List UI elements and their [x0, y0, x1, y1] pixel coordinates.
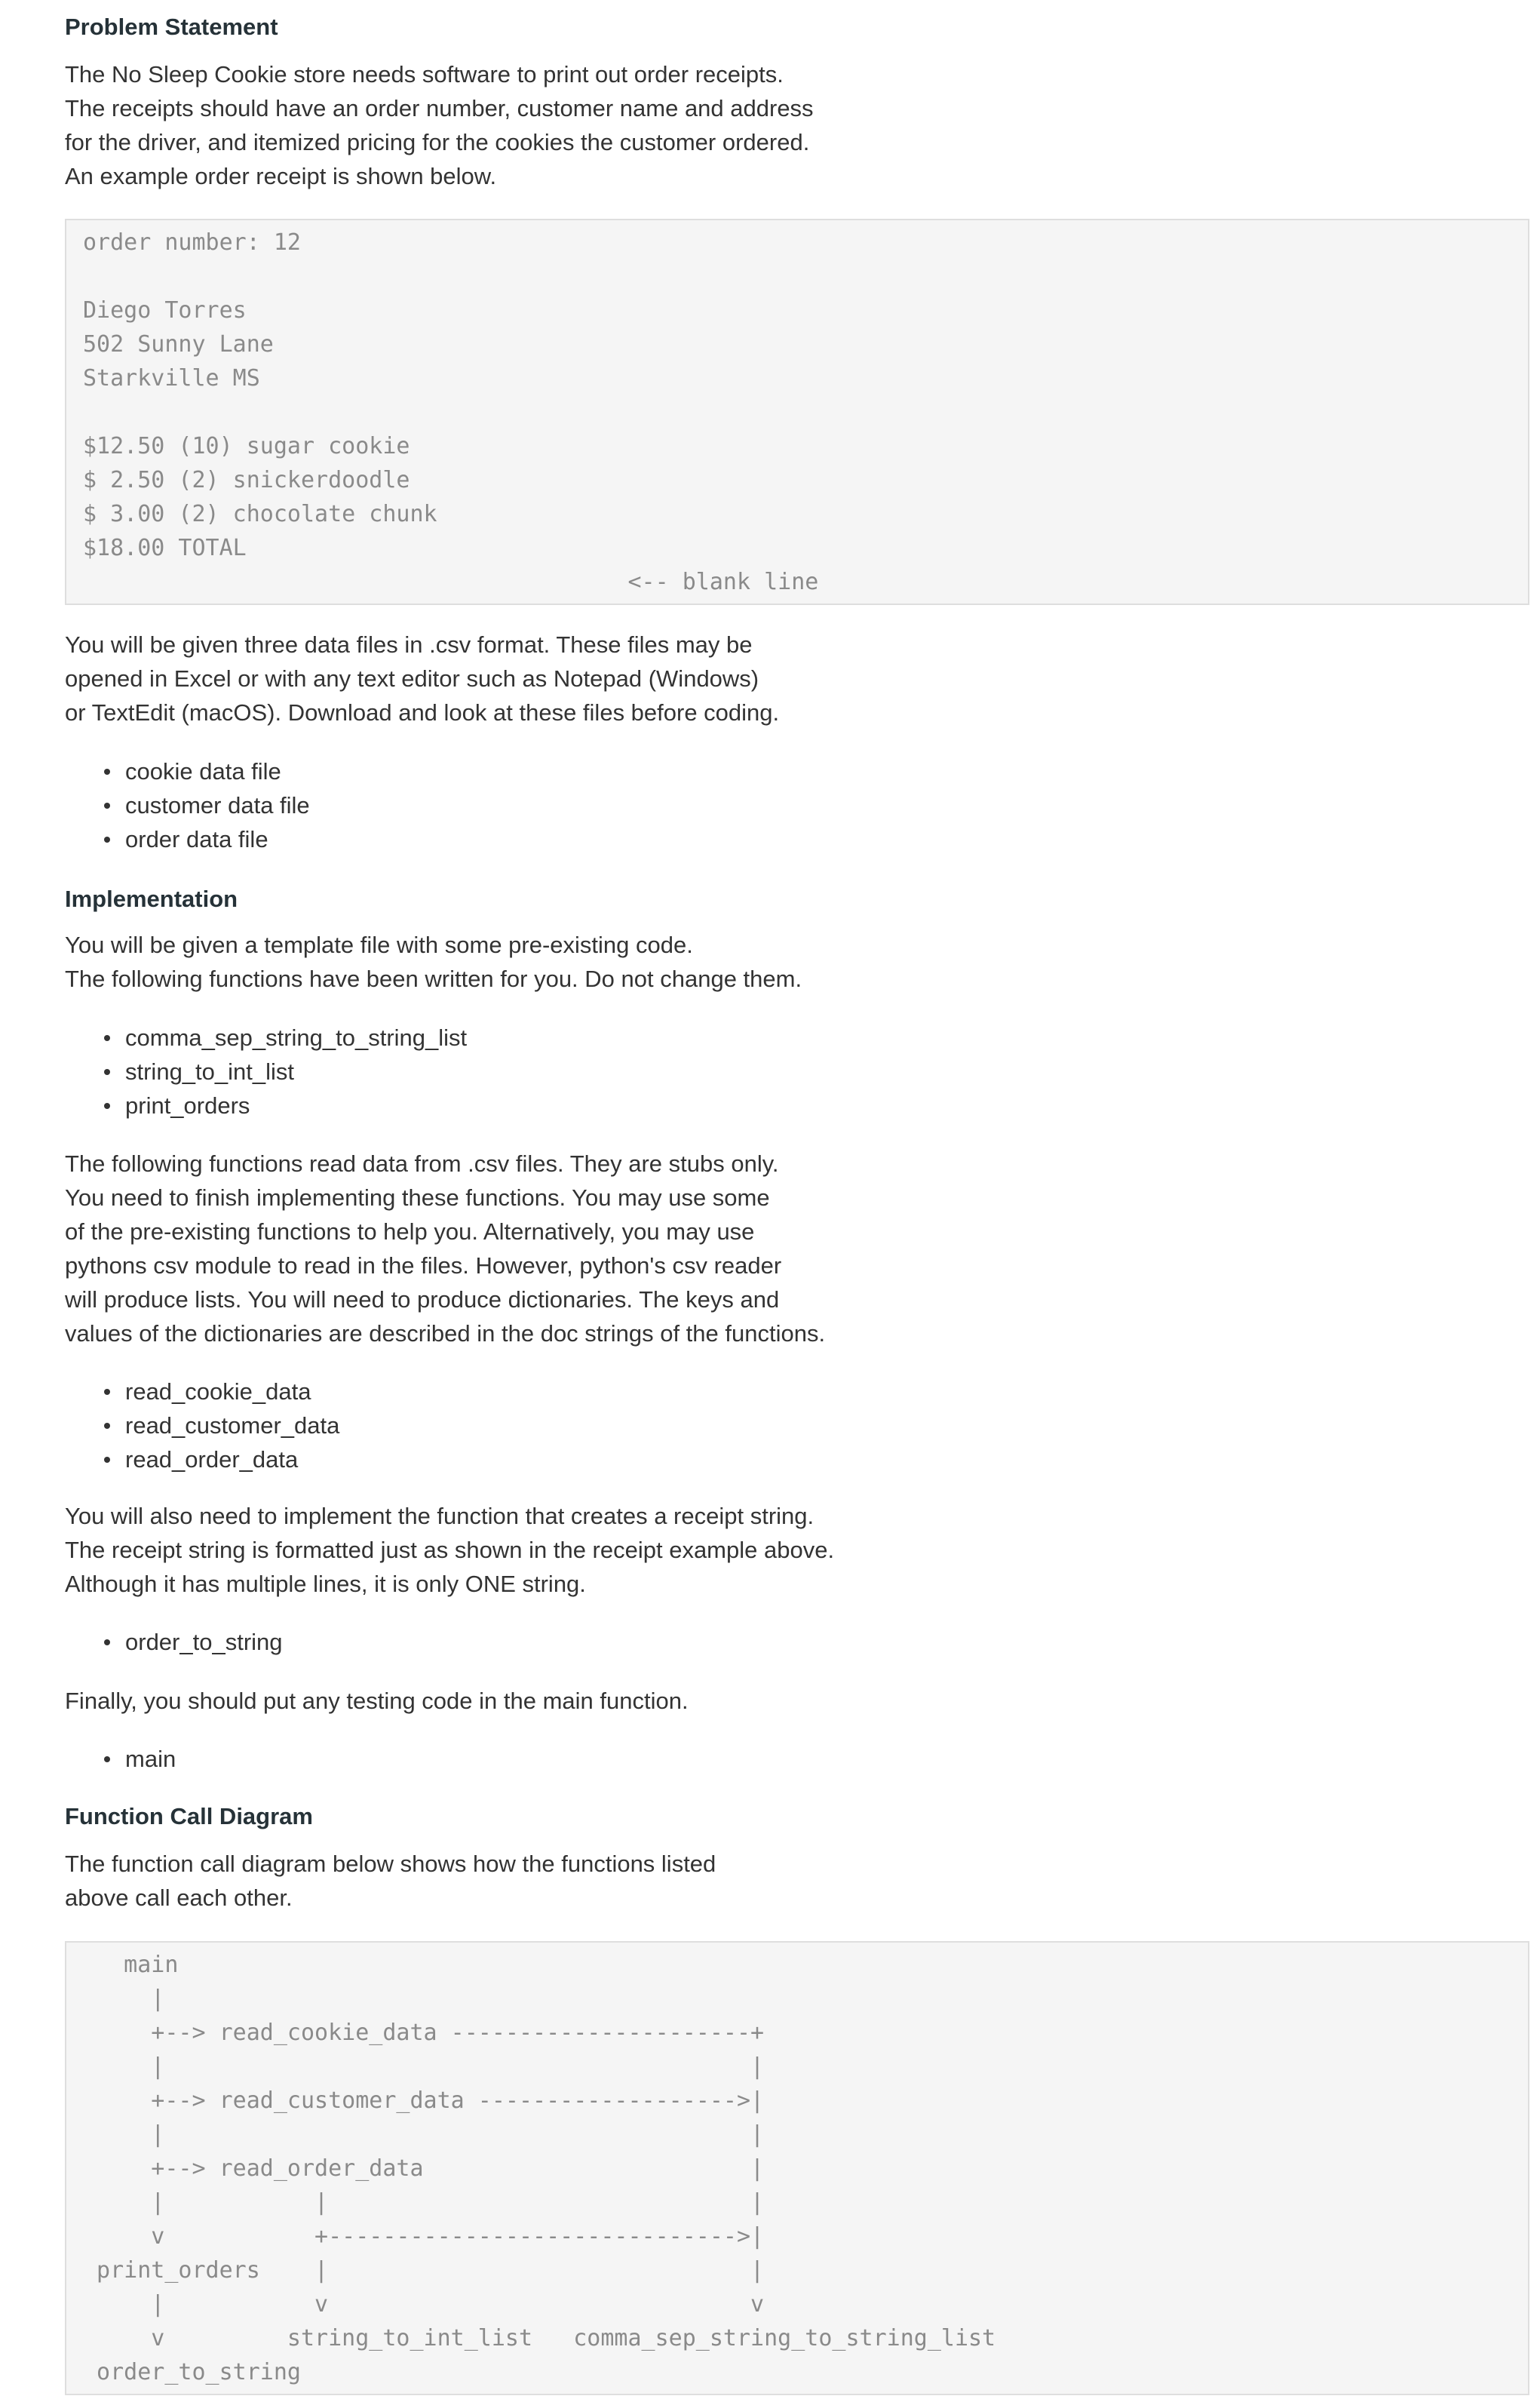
- data-files-line: opened in Excel or with any text editor such as Notepad (Windows): [65, 665, 759, 692]
- data-files-line: You will be given three data files in .csv format. These files may be: [65, 631, 753, 658]
- list-item: cookie data file: [65, 754, 310, 788]
- receipt-blank-line-note: <-- blank line: [83, 569, 819, 595]
- list-item: print_orders: [65, 1089, 467, 1123]
- receipt-function-line: Although it has multiple lines, it is only ONE string.: [65, 1571, 586, 1597]
- receipt-line: 502 Sunny Lane: [83, 331, 274, 358]
- read-functions-line: You need to finish implementing these functions. You may use some: [65, 1184, 770, 1211]
- diagram-line: +--> read_customer_data ------------------->|: [83, 2087, 765, 2114]
- given-functions-list: [65, 1021, 467, 1123]
- problem-intro-line: An example order receipt is shown below.: [65, 163, 497, 189]
- diagram-line: | v v: [83, 2291, 765, 2318]
- receipt-function-line: The receipt string is formatted just as shown in the receipt example above.: [65, 1537, 835, 1563]
- list-item: read_customer_data: [65, 1408, 339, 1442]
- diagram-line: | |: [83, 2121, 765, 2148]
- implementation-heading: Implementation: [65, 886, 238, 912]
- receipt-functions-list: [65, 1625, 283, 1659]
- read-functions-line: pythons csv module to read in the files. However, python's csv reader: [65, 1252, 782, 1279]
- diagram-line: | |: [83, 2053, 765, 2080]
- function-call-diagram-code-block: [65, 1941, 1529, 2395]
- receipt-line: $ 2.50 (2) snickerdoodle: [83, 467, 410, 493]
- diagram-line: | | |: [83, 2189, 765, 2216]
- receipt-line: $18.00 TOTAL: [83, 535, 247, 561]
- diagram-intro-line: The function call diagram below shows how the functions listed: [65, 1851, 716, 1877]
- template-paragraph: [65, 928, 802, 996]
- function-call-diagram-heading: Function Call Diagram: [65, 1803, 313, 1829]
- list-item: main: [65, 1742, 176, 1776]
- list-item: customer data file: [65, 788, 310, 822]
- receipt-example-code-block: [65, 219, 1529, 605]
- diagram-line: v +------------------------------>|: [83, 2223, 765, 2250]
- diagram-line: |: [83, 1986, 165, 2012]
- data-files-list: [65, 754, 310, 856]
- diagram-intro-line: above call each other.: [65, 1884, 293, 1911]
- list-item: string_to_int_list: [65, 1055, 467, 1089]
- diagram-line: v string_to_int_list comma_sep_string_to_string_list: [83, 2325, 996, 2351]
- diagram-line: main: [83, 1952, 179, 1978]
- diagram-line: +--> read_order_data |: [83, 2155, 765, 2182]
- template-line: The following functions have been written for you. Do not change them.: [65, 966, 802, 992]
- receipt-line: Diego Torres: [83, 297, 247, 324]
- problem-intro-line: for the driver, and itemized pricing for the cookies the customer ordered.: [65, 129, 810, 155]
- read-functions-list: [65, 1375, 339, 1476]
- data-files-paragraph: [65, 628, 779, 730]
- diagram-intro-paragraph: [65, 1847, 716, 1915]
- diagram-line: +--> read_cookie_data ----------------------+: [83, 2020, 765, 2046]
- main-function-paragraph: [65, 1684, 689, 1718]
- main-functions-list: [65, 1742, 176, 1776]
- diagram-line: order_to_string: [83, 2359, 301, 2385]
- receipt-function-paragraph: [65, 1499, 834, 1601]
- problem-intro-line: The No Sleep Cookie store needs software to print out order receipts.: [65, 61, 784, 88]
- receipt-line: $ 3.00 (2) chocolate chunk: [83, 501, 437, 527]
- diagram-line: print_orders | |: [83, 2257, 765, 2284]
- list-item: read_cookie_data: [65, 1375, 339, 1408]
- template-line: You will be given a template file with some pre-existing code.: [65, 932, 693, 958]
- list-item: read_order_data: [65, 1442, 339, 1476]
- read-functions-line: The following functions read data from .csv files. They are stubs only.: [65, 1150, 779, 1177]
- problem-intro-line: The receipts should have an order number, customer name and address: [65, 95, 814, 121]
- receipt-line: order number: 12: [83, 229, 301, 256]
- read-functions-paragraph: [65, 1147, 825, 1350]
- read-functions-line: of the pre-existing functions to help you. Alternatively, you may use: [65, 1218, 755, 1245]
- read-functions-line: values of the dictionaries are described in the doc strings of the functions.: [65, 1320, 826, 1347]
- problem-statement-heading: Problem Statement: [65, 14, 278, 40]
- list-item: comma_sep_string_to_string_list: [65, 1021, 467, 1055]
- receipt-line: $12.50 (10) sugar cookie: [83, 433, 410, 459]
- receipt-function-line: You will also need to implement the function that creates a receipt string.: [65, 1503, 814, 1529]
- read-functions-line: will produce lists. You will need to produce dictionaries. The keys and: [65, 1286, 780, 1313]
- list-item: order data file: [65, 822, 310, 856]
- receipt-line: Starkville MS: [83, 365, 260, 392]
- data-files-line: or TextEdit (macOS). Download and look at these files before coding.: [65, 699, 780, 726]
- list-item: order_to_string: [65, 1625, 283, 1659]
- main-function-line: Finally, you should put any testing code in the main function.: [65, 1688, 689, 1714]
- problem-intro-paragraph: [65, 57, 814, 193]
